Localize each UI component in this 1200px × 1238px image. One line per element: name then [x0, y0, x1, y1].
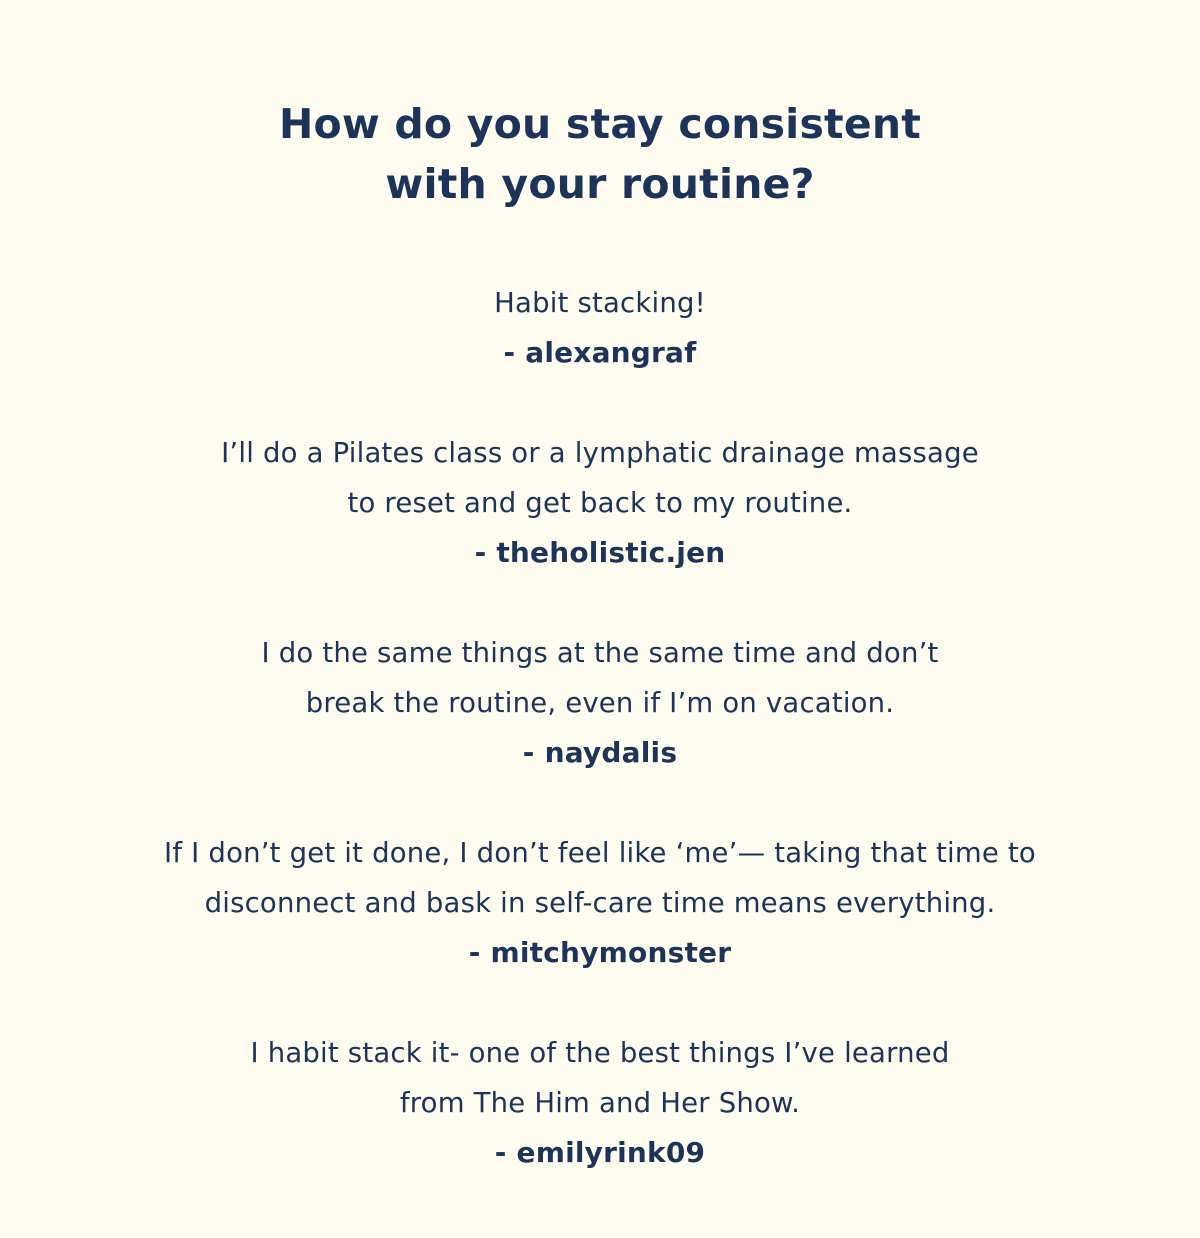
quote-item [0, 628, 1200, 778]
quote-author: - theholistic.jen [474, 536, 726, 569]
quote-line: break the routine, even if I’m on vacation. [305, 687, 895, 719]
quote-line: If I don’t get it done, I don’t feel like ‘me’— taking that time to [164, 837, 1036, 869]
quote-text [0, 428, 1200, 528]
quote-line: Habit stacking! [494, 287, 706, 319]
title-line-1: How do you stay consistent [278, 100, 922, 148]
quote-author: - alexangraf [503, 336, 697, 369]
quote-item [0, 1028, 1200, 1178]
quote-text [0, 278, 1200, 328]
quote-line: to reset and get back to my routine. [347, 487, 853, 519]
quote-line: I’ll do a Pilates class or a lymphatic drainage massage [221, 437, 979, 469]
quote-list [0, 278, 1200, 1178]
quote-text [0, 628, 1200, 728]
title-line-2: with your routine? [385, 160, 815, 208]
quote-item [0, 428, 1200, 578]
page-title [0, 94, 1200, 214]
quote-author: - mitchymonster [468, 936, 732, 969]
quote-text [0, 828, 1200, 928]
quote-line: I habit stack it- one of the best things I’ve learned [250, 1037, 950, 1069]
quote-text [0, 1028, 1200, 1128]
quote-author: - emilyrink09 [494, 1136, 706, 1169]
quote-line: I do the same things at the same time and don’t [261, 637, 939, 669]
quote-author: - naydalis [522, 736, 678, 769]
quote-line: from The Him and Her Show. [399, 1087, 801, 1119]
quote-line: disconnect and bask in self-care time means everything. [204, 887, 996, 919]
quote-item [0, 278, 1200, 378]
quote-item [0, 828, 1200, 978]
